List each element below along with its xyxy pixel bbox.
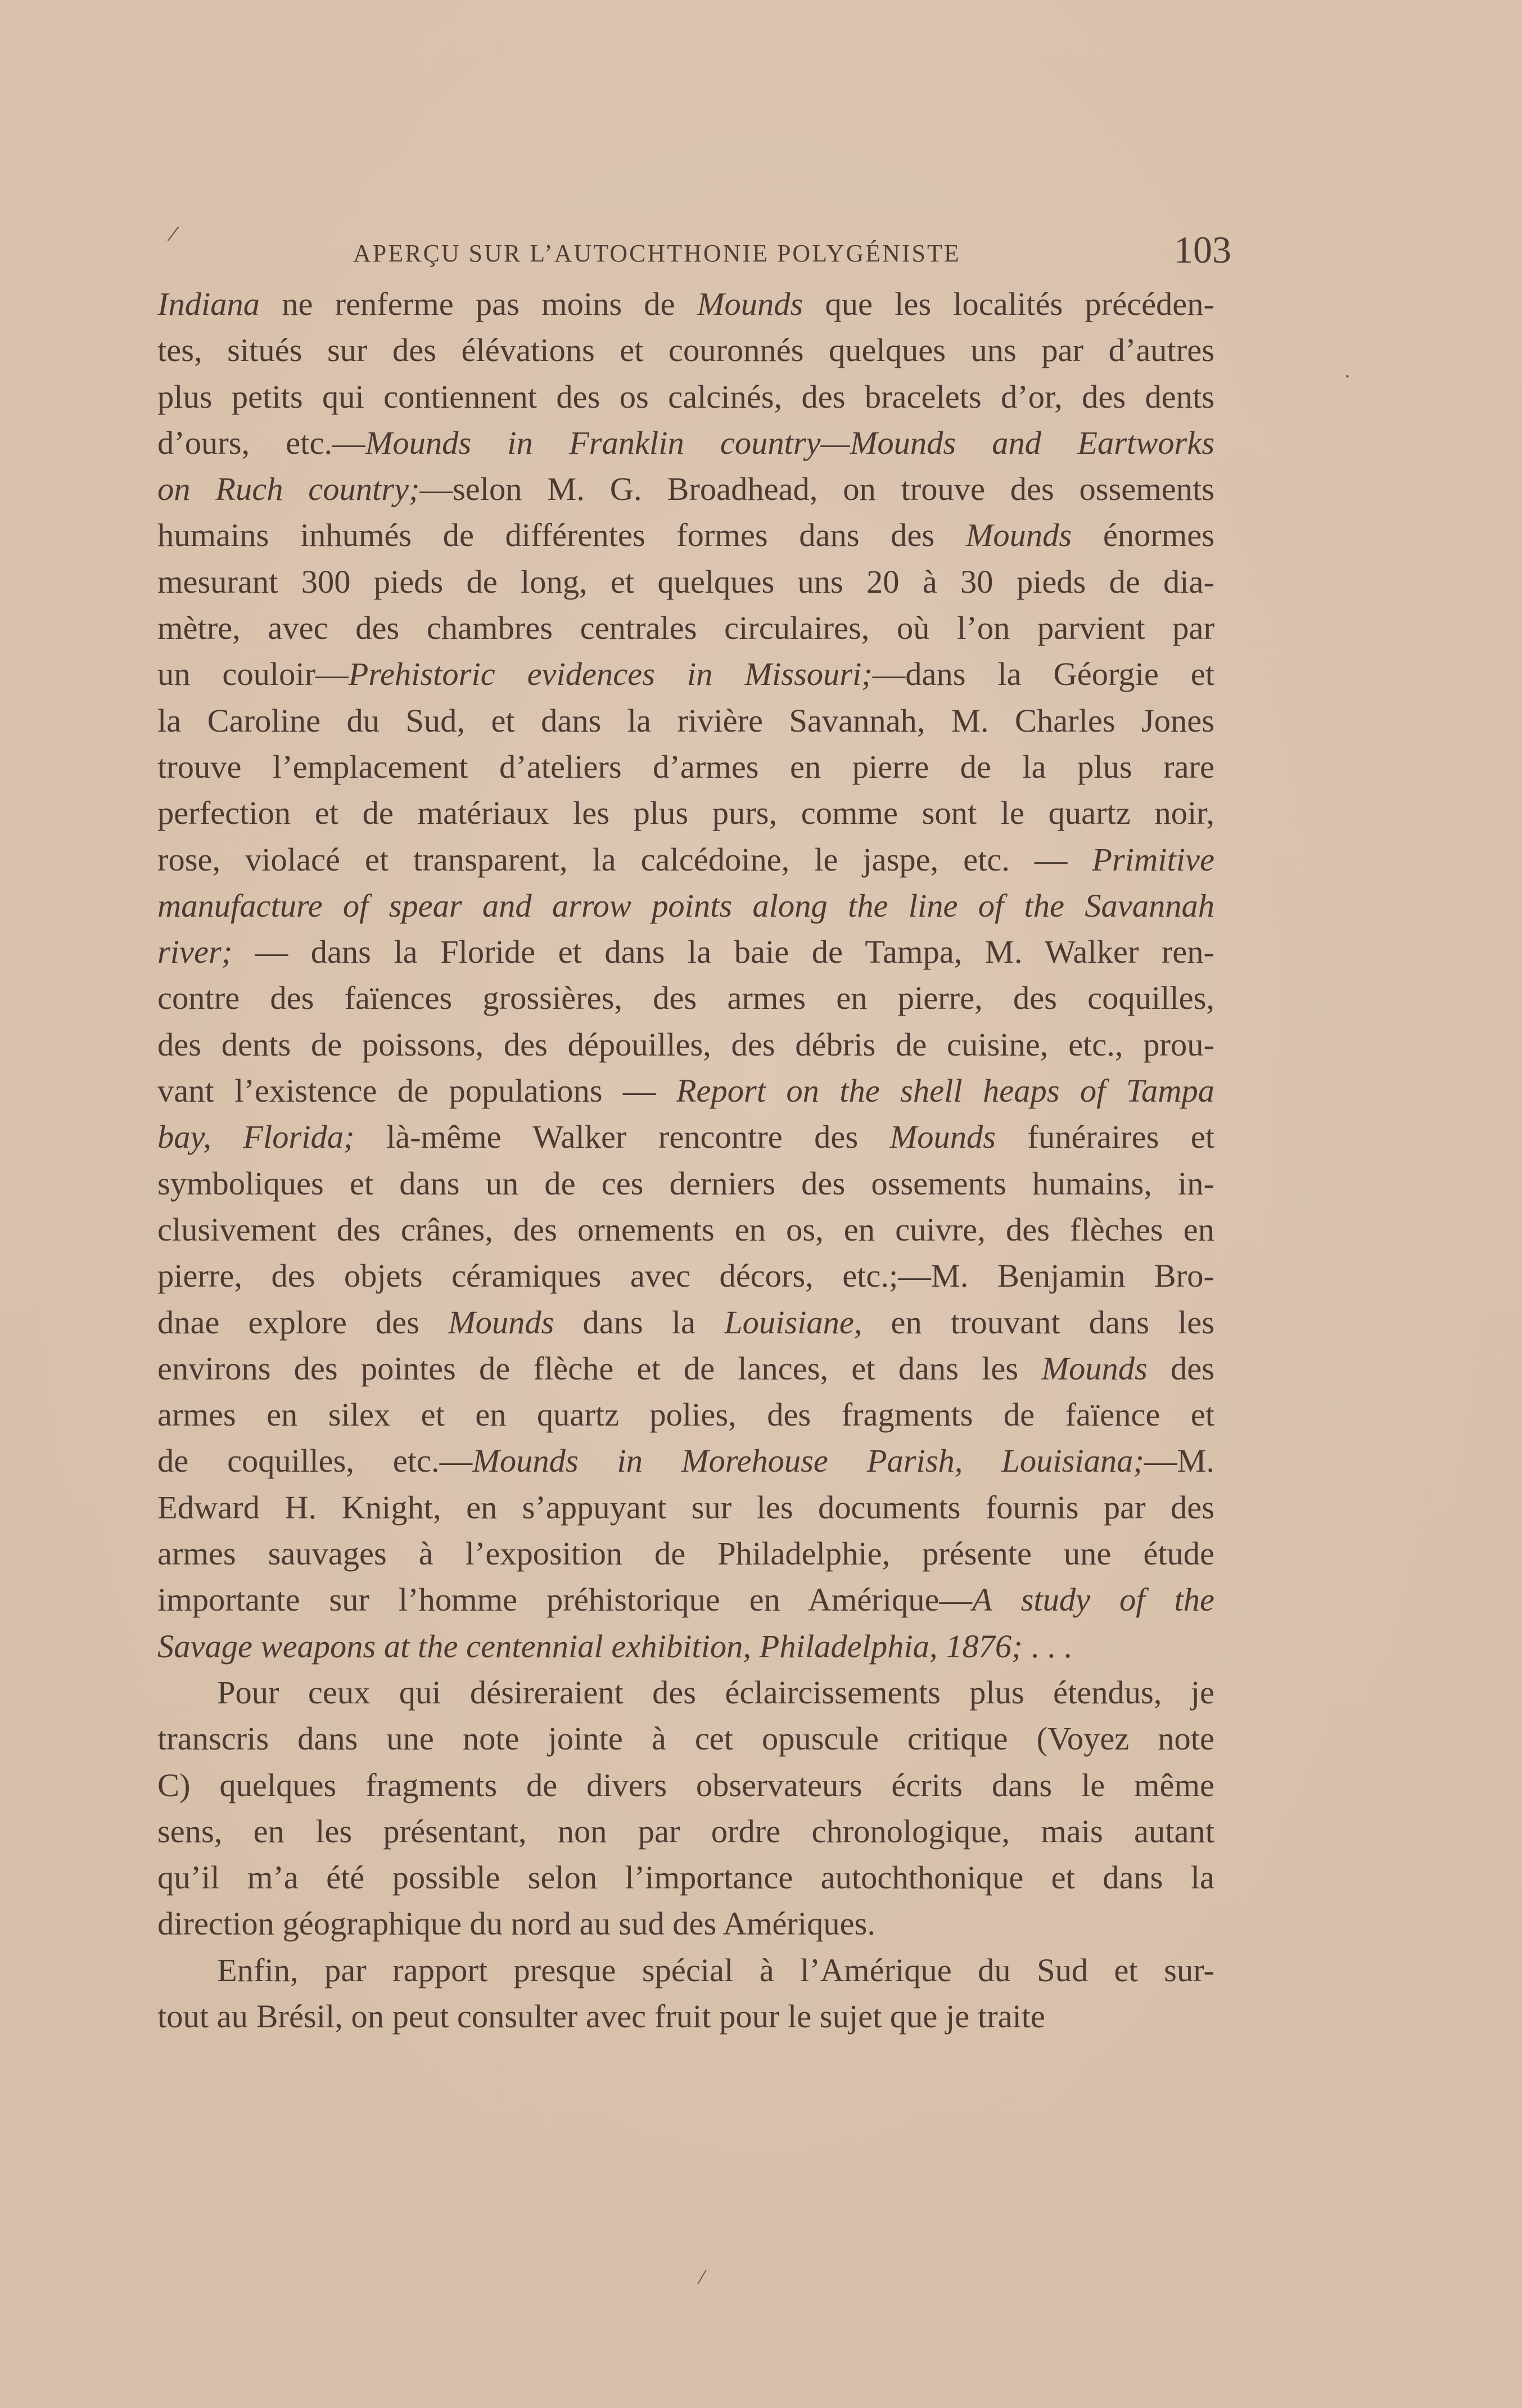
text-line: symboliques et dans un de ces derniers des ossements humains, in- [157, 1165, 1214, 1202]
page-number: 103 [1174, 228, 1231, 271]
text-line: humains inhumés de différentes formes dans des Mounds énormes [157, 517, 1214, 554]
italic-title: Mounds [697, 286, 803, 322]
text-line: sens, en les présentant, non par ordre chronologique, mais autant [157, 1812, 1214, 1850]
italic-title: bay, Florida; [157, 1119, 355, 1156]
text-line: plus petits qui contiennent des os calcinés, des bracelets d’or, des dents [157, 378, 1214, 415]
text-line: Savage weapons at the centennial exhibition, Philadelphia, 1876; . . . [157, 1627, 1072, 1665]
text-line: importante sur l’homme préhistorique en Amérique—A study of the [157, 1581, 1214, 1618]
text-line: mesurant 300 pieds de long, et quelques uns 20 à 30 pieds de dia- [157, 563, 1214, 600]
text-line: direction géographique du nord au sud des Amériques. [157, 1905, 875, 1942]
text-line: river; — dans la Floride et dans la baie de Tampa, M. Walker ren- [157, 934, 1214, 971]
text-line: contre des faïences grossières, des armes en pierre, des coquilles, [157, 980, 1214, 1017]
text-line: on Ruch country;—selon M. G. Broadhead, on trouve des ossements [157, 471, 1214, 508]
italic-title: A study of the [972, 1581, 1214, 1618]
body-text [157, 281, 1214, 2040]
text-line: de coquilles, etc.—Mounds in Morehouse Parish, Louisiana;—M. [157, 1442, 1214, 1480]
stray-pen-mark: / [165, 219, 181, 248]
italic-title: river; [157, 934, 233, 971]
italic-title: Mounds in Franklin country—Mounds and Eartworks [365, 424, 1214, 461]
italic-title: Prehistoric evidences in Missouri; [348, 656, 873, 693]
text-line: trouve l’emplacement d’ateliers d’armes en pierre de la plus rare [157, 748, 1214, 785]
text-line: tout au Brésil, on peut consulter avec fruit pour le sujet que je traite [157, 1997, 1046, 2035]
text-line: environs des pointes de flèche et de lances, et dans les Mounds des [157, 1350, 1214, 1387]
text-line: armes sauvages à l’exposition de Philadelphie, présente une étude [157, 1535, 1214, 1572]
text-line: tes, situés sur des élévations et couronnés quelques uns par d’autres [157, 332, 1214, 369]
italic-title: Mounds [889, 1119, 996, 1156]
text-line: dnae explore des Mounds dans la Louisiane, en trouvant dans les [157, 1304, 1214, 1341]
italic-title: Mounds [1041, 1350, 1148, 1387]
text-line [157, 883, 1214, 929]
italic-title: Savage weapons at the centennial exhibition, Philadelphia, 1876; [157, 1627, 1023, 1665]
italic-title: Louisiane, [724, 1304, 862, 1341]
text-line: perfection et de matériaux les plus purs, comme sont le quartz noir, [157, 795, 1214, 832]
text-line: pierre, des objets céramiques avec décors, etc.;—M. Benjamin Bro- [157, 1257, 1214, 1295]
text-line: la Caroline du Sud, et dans la rivière Savannah, M. Charles Jones [157, 702, 1214, 739]
text-line: vant l’existence de populations — Report on the shell heaps of Tampa [157, 1072, 1214, 1110]
text-line: des dents de poissons, des dépouilles, des débris de cuisine, etc., prou- [157, 1026, 1214, 1063]
italic-title: Mounds [448, 1304, 554, 1341]
text-line: Edward H. Knight, en s’appuyant sur les documents fournis par des [157, 1489, 1214, 1526]
text-line: d’ours, etc.—Mounds in Franklin country—Mounds and Eartworks [157, 424, 1214, 461]
italic-title: on Ruch country; [157, 471, 420, 508]
text-line: Pour ceux qui désireraient des éclaircissements plus étendus, je [217, 1674, 1214, 1711]
italic-title: manufacture of spear and arrow points along the line of the Savannah [157, 887, 1214, 924]
italic-title: Indiana [157, 286, 260, 322]
text-line: C) quelques fragments de divers observateurs écrits dans le même [157, 1766, 1214, 1803]
text-line: transcris dans une note jointe à cet opuscule critique (Voyez note [157, 1720, 1214, 1757]
italic-title: Mounds in Morehouse Parish, Louisiana; [472, 1442, 1144, 1480]
stray-dot-mark: · [1344, 365, 1351, 389]
text-line: armes en silex et en quartz polies, des fragments de faïence et [157, 1396, 1214, 1433]
text-line: clusivement des crânes, des ornements en os, en cuivre, des flèches en [157, 1211, 1214, 1248]
italic-title: Mounds [965, 517, 1072, 554]
text-line: un couloir—Prehistoric evidences in Missouri;—dans la Géorgie et [157, 656, 1214, 693]
italic-title: Report on the shell heaps of Tampa [676, 1072, 1214, 1110]
italic-title: Primitive [1092, 841, 1214, 878]
text-line: rose, violacé et transparent, la calcédoine, le jaspe, etc. — Primitive [157, 841, 1214, 878]
text-line: bay, Florida; là-même Walker rencontre des Mounds funéraires et [157, 1119, 1214, 1156]
running-header: APERÇU SUR L’AUTOCHTHONIE POLYGÉNISTE [353, 239, 961, 267]
text-line: qu’il m’a été possible selon l’importance autochthonique et dans la [157, 1859, 1214, 1896]
text-line: mètre, avec des chambres centrales circulaires, où l’on parvient par [157, 610, 1214, 647]
text-line: Indiana ne renferme pas moins de Mounds que les localités précéden- [157, 286, 1214, 322]
stray-pen-mark: / [696, 2263, 708, 2290]
text-line: Enfin, par rapport presque spécial à l’Amérique du Sud et sur- [217, 1951, 1214, 1988]
